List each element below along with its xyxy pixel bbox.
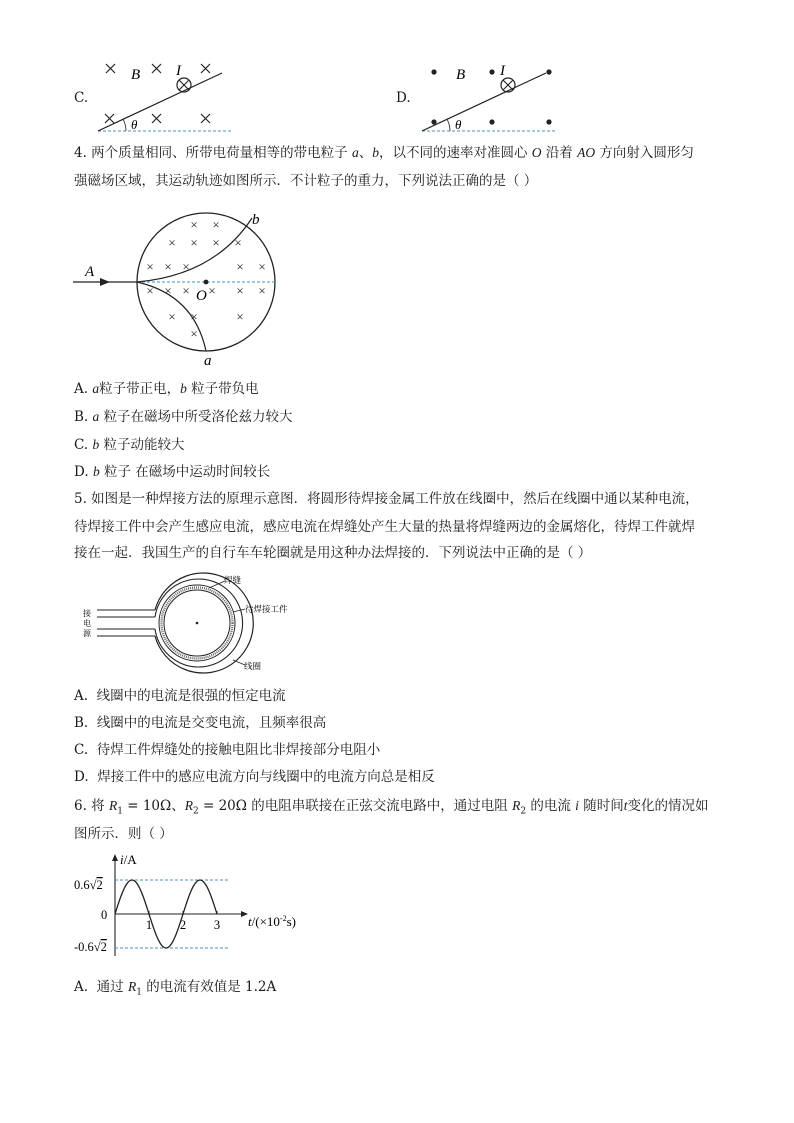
field-b-label: B [456, 67, 466, 83]
label-coil: 线圈 [244, 662, 262, 672]
workpiece-leader [233, 609, 245, 612]
field-cross-mark: × [164, 283, 172, 298]
x-tick-label-3: 3 [213, 918, 221, 932]
field-cross-mark: × [182, 259, 190, 274]
q3-option-c-label[interactable]: C. [74, 90, 89, 106]
coil-inner-edge [155, 579, 243, 667]
field-cross-mark: × [146, 283, 154, 298]
current-i-label: I [500, 63, 505, 79]
field-cross-mark: × [164, 259, 172, 274]
q5-option-d[interactable]: D. 焊接工件中的感应电流方向与线圈中的电流方向总是相反 [74, 769, 435, 785]
angle-arc [447, 119, 450, 131]
x-axis-label: $t/(\times 10^{-2}s)$ [248, 914, 296, 929]
label-O: O [196, 288, 207, 304]
q4-option-b[interactable]: B. a 粒子在磁场中所受洛伦兹力较大 [74, 409, 293, 425]
q5-stem-line-2: 待焊接工件中会产生感应电流，感应电流在焊缝处产生大量的热量将焊缝两边的金属熔化，待焊工件就焊 [74, 519, 695, 535]
label-power-3: 源 [83, 629, 91, 638]
y-tick-peak: 0.6√2 [74, 878, 103, 892]
label-a: a [204, 353, 212, 369]
theta-label: θ [455, 117, 462, 132]
q4-stem-line-2: 强磁场区域，其运动轨迹如图所示．不计粒子的重力，下列说法正确的是（ ） [74, 173, 538, 189]
field-cross-mark: × [190, 309, 198, 324]
x-tick-label-2: 2 [179, 918, 187, 932]
q5-option-b[interactable]: B. 线圈中的电流是交变电流，且频率很高 [74, 715, 327, 731]
current-into-page-cross-icon [503, 80, 513, 90]
field-cross-mark: × [236, 259, 244, 274]
q6-stem-line-1: 6. 将 $R_1 = 10\Omega$、$R_2 = 20\Omega$ 的电阻串联接在正弦交流电路中，通过电阻 $R_2$ 的电流 i 随时间t变化的情况如 [74, 798, 709, 817]
field-cross-mark: × [190, 326, 198, 341]
q4-stem-line-1: 4. 两个质量相同、所带电荷量相等的带电粒子 a、b，以不同的速率对准圆心 O 沿着 AO 方向射入圆形匀 [74, 145, 694, 161]
field-crosses [105, 64, 210, 123]
field-cross-mark: × [190, 217, 198, 232]
q6-sine-current-chart [70, 850, 330, 960]
q5-option-c[interactable]: C. 待焊工件焊缝处的接触电阻比非焊接部分电阻小 [74, 742, 381, 758]
x-tick-label-1: 1 [145, 918, 153, 932]
label-weld: 焊缝 [224, 576, 242, 586]
field-cross-mark: × [236, 283, 244, 298]
q6-option-a[interactable]: A. 通过 $R_1$ 的电流有效值是 1.2A [74, 979, 277, 998]
q5-stem-line-1: 5. 如图是一种焊接方法的原理示意图．将圆形待焊接金属工件放在线圈中，然后在线圈中通以某种电流， [74, 491, 699, 507]
field-cross-mark: × [234, 235, 242, 250]
y-tick-trough: -0.6√2 [74, 940, 107, 954]
q3-option-c-figure [92, 55, 252, 135]
incline-rail [422, 73, 546, 131]
field-cross-mark: × [168, 309, 176, 324]
q3-option-d-figure [416, 55, 566, 135]
field-cross-mark: × [168, 235, 176, 250]
q4-option-d[interactable]: D. b 粒子 在磁场中运动时间较长 [74, 464, 271, 480]
q5-welding-figure [75, 572, 305, 677]
field-cross-mark: × [190, 235, 198, 250]
field-cross-mark: × [236, 309, 244, 324]
q5-stem-line-3: 接在一起．我国生产的自行车车轮圈就是用这种办法焊接的．下列说法中正确的是（ ） [74, 545, 592, 561]
label-b: b [252, 212, 260, 228]
label-A: A [85, 264, 95, 280]
q4-option-c[interactable]: C. b 粒子动能较大 [74, 437, 185, 453]
current-into-page-cross-icon [179, 80, 189, 90]
q4-option-a[interactable]: A. a粒子带正电，b 粒子带负电 [74, 381, 259, 397]
theta-label: θ [131, 117, 138, 132]
label-power-2: 电 [83, 619, 91, 628]
y-tick-zero: 0 [101, 908, 108, 922]
label-power-1: 接 [83, 609, 91, 618]
y-axis-label: i/A [120, 852, 137, 867]
weld-leader [209, 581, 225, 588]
q6-stem-line-2: 图所示．则（ ） [74, 826, 173, 842]
y-axis-arrow-icon [112, 854, 118, 861]
field-cross-mark: × [212, 235, 220, 250]
q5-option-a[interactable]: A. 线圈中的电流是很强的恒定电流 [74, 688, 286, 704]
field-cross-mark: × [258, 283, 266, 298]
current-i-label: I [176, 63, 181, 79]
field-cross-mark: × [258, 259, 266, 274]
field-dots [431, 69, 551, 124]
field-cross-mark: × [208, 283, 216, 298]
center-dot [196, 622, 199, 625]
field-crosses [146, 217, 265, 341]
angle-arc [123, 119, 126, 131]
field-cross-mark: × [146, 259, 154, 274]
field-cross-mark: × [212, 217, 220, 232]
field-cross-mark: × [182, 283, 190, 298]
q3-option-d-label[interactable]: D. [396, 90, 411, 106]
x-axis-arrow-icon [241, 911, 248, 917]
field-b-label: B [131, 67, 141, 83]
q4-magnetic-field-circle-figure [70, 205, 290, 375]
label-workpiece: 待焊接工件 [245, 605, 288, 615]
incident-arrow-icon [100, 278, 110, 286]
